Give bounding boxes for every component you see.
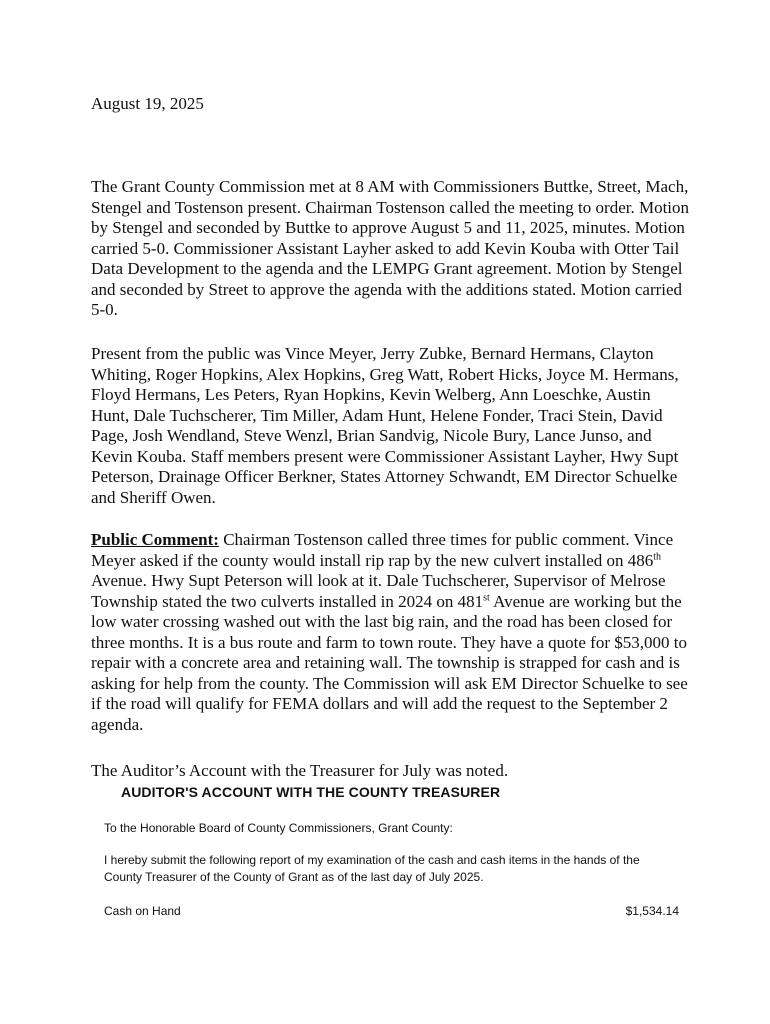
- ordinal-suffix-2: st: [483, 591, 490, 603]
- paragraph-public-comment: [91, 530, 691, 735]
- cash-on-hand-label: Cash on Hand: [104, 904, 181, 918]
- public-comment-text-2: Avenue. Hwy Supt Peterson will look at it. Dale Tuchscherer, Supervisor of Melrose Township stated the two culverts installed in 2024 on 481: [91, 571, 666, 611]
- report-salutation: To the Honorable Board of County Commissioners, Grant County:: [104, 821, 453, 835]
- public-comment-text-1: Chairman Tostenson called three times for public comment. Vince Meyer asked if the county would install rip rap by the new culvert installed on 486: [91, 530, 674, 570]
- paragraph-meeting-opening: The Grant County Commission met at 8 AM with Commissioners Buttke, Street, Mach, Stengel and Tostenson present. Chairman Tostenson called the meeting to order. Motion by Stengel and seconded by Buttke to approve August 5 and 11, 2025, minutes. Motion carried 5-0. Commissioner Assistant Layher asked to add Kevin Kouba with Otter Tail Data Development to the agenda and the LEMPG Grant agreement. Motion by Stengel and seconded by Street to approve the agenda with the additions stated. Motion carried 5-0.: [91, 177, 690, 319]
- report-intro: I hereby submit the following report of my examination of the cash and cash items in the hands of the County Treasurer of the County of Grant as of the last day of July 2025.: [104, 853, 640, 884]
- ordinal-suffix-1: th: [653, 550, 662, 562]
- public-comment-text-3: Avenue are working but the low water crossing washed out with the last big rain, and the road has been closed for three months. It is a bus route and farm to town route. They have a quote for $53,000 to repair with a concrete area and retaining wall. The township is strapped for cash and is asking for help from the county. The Commission will ask EM Director Schuelke to see if the road will qualify for FEMA dollars and will add the request to the September 2 agenda.: [91, 591, 688, 734]
- public-comment-heading: Public Comment:: [91, 530, 219, 549]
- paragraph-attendees: Present from the public was Vince Meyer, Jerry Zubke, Bernard Hermans, Clayton Whiting, Roger Hopkins, Alex Hopkins, Greg Watt, Robert Hicks, Joyce M. Hermans, Floyd Hermans, Les Peters, Ryan Hopkins, Kevin Welberg, Ann Loeschke, Austin Hunt, Dale Tuchscherer, Tim Miller, Adam Hunt, Helene Fonder, Traci Stein, David Page, Josh Wendland, Steve Wenzl, Brian Sandvig, Nicole Bury, Lance Junso, and Kevin Kouba. Staff members present were Commissioner Assistant Layher, Hwy Supt Peterson, Drainage Officer Berkner, States Attorney Schwandt, EM Director Schuelke and Sheriff Owen.: [91, 344, 679, 507]
- meeting-date: August 19, 2025: [91, 94, 204, 113]
- cash-on-hand-value: $1,534.14: [625, 904, 679, 918]
- report-title: AUDITOR'S ACCOUNT WITH THE COUNTY TREASURER: [121, 784, 501, 800]
- paragraph-auditor-account: The Auditor’s Account with the Treasurer for July was noted.: [91, 761, 509, 780]
